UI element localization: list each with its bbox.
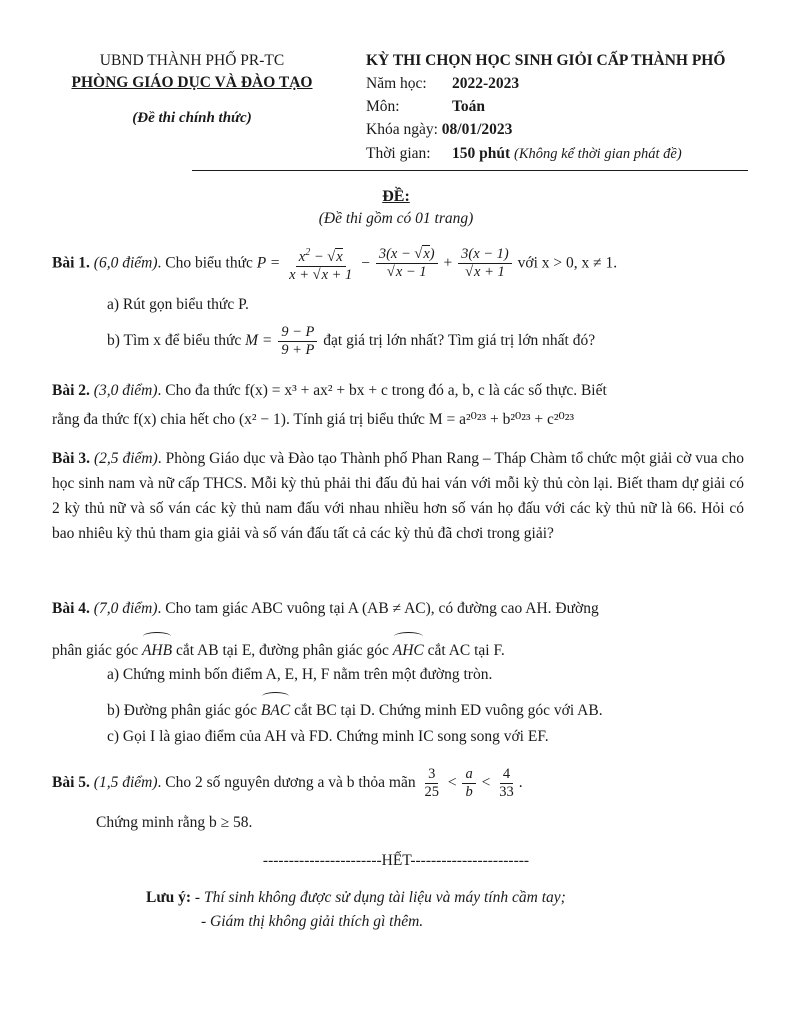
problem-4-part-b-b: cắt BC tại D. Chứng minh ED vuông góc với AB. [294, 702, 603, 719]
problem-4-line-2 [52, 632, 752, 663]
problem-1-part-b-prefix: b) Tìm x để biểu thức [107, 332, 242, 350]
problem-1: Bài 1. (6,0 điểm). Cho biểu thức P = $\frac{x^2 - √x}{x + √x + 1}$ − $\frac{3(x - √x)}{√x - 1}$ + $\frac{3(x - 1)}{√x + 1}$ với x > 0, x ≠ 1. [52, 244, 752, 284]
header-right [366, 50, 766, 166]
fraction-1: $\frac{x^2 - √x}{x + √x + 1}$ [286, 244, 355, 284]
problem-4-part-c: c) Gọi I là giao điểm của AH và FD. Chứng minh IC song song với EF. [107, 728, 549, 745]
problem-1-part-b [107, 324, 595, 359]
footer-note [146, 886, 766, 934]
year-row [366, 72, 766, 96]
fraction-m: $\frac{9 - P}{9 + P}$ [278, 324, 317, 359]
subject-row [366, 96, 766, 118]
formula-p: P = [256, 254, 281, 272]
date-row [366, 118, 766, 142]
problem-3-label: Bài 3. [52, 450, 90, 467]
problem-4-part-a: a) Chứng minh bốn điểm A, E, H, F nằm trên một đường tròn. [107, 666, 493, 683]
fraction-3-25: $\frac{3}{25}$ [424, 766, 439, 800]
formula-m: M = [245, 332, 273, 350]
exam-title: KỲ THI CHỌN HỌC SINH GIỎI CẤP THÀNH PHỐ [366, 52, 726, 69]
problem-4 [52, 596, 752, 621]
time-label: Thời gian: [366, 145, 431, 162]
angle-bac: BAC [261, 692, 290, 723]
problem-3 [52, 446, 744, 546]
header-divider [192, 170, 748, 171]
problem-1-part-b-suffix: đạt giá trị lớn nhất? Tìm giá trị lớn nhất đó? [323, 332, 596, 350]
problem-5-label: Bài 5. [52, 774, 90, 792]
problem-2-label: Bài 2. [52, 382, 90, 399]
authority-name: UBND THÀNH PHỐ PR-TC [99, 52, 285, 69]
title-block [0, 186, 792, 230]
time-value: 150 phút [452, 145, 511, 162]
problem-5-points: (1,5 điểm) [93, 774, 158, 792]
problem-4-part-b-a: b) Đường phân giác góc [107, 702, 258, 719]
fraction-2: $\frac{3(x - √x)}{√x - 1}$ [376, 246, 438, 281]
problem-5: Bài 5. (1,5 điểm). Cho 2 số nguyên dương a và b thỏa mãn $\frac{3}{25}$ < $\frac{a}{b}$ < $\frac{4}{33}$ . [52, 766, 523, 800]
note-line-1 [146, 886, 766, 910]
year-label: Năm học: [366, 75, 427, 92]
note-label: Lưu ý: [146, 889, 192, 906]
problem-4-line-2-a: phân giác góc [52, 642, 139, 659]
fraction-4-33: $\frac{4}{33}$ [499, 766, 514, 800]
problem-1-intro: . Cho biểu thức [157, 254, 253, 272]
time-row [366, 142, 766, 166]
problem-1-condition: với x > 0, x ≠ 1. [517, 254, 618, 272]
time-note: (Không kể thời gian phát đề) [514, 146, 682, 162]
year-value: 2022-2023 [452, 75, 520, 92]
page-count-note: (Đề thi gồm có 01 trang) [318, 210, 474, 227]
subject-value: Toán [452, 98, 486, 115]
exam-status: (Đề thi chính thức) [132, 110, 252, 126]
problem-5-conclusion: Chứng minh rằng b ≥ 58. [96, 814, 253, 831]
problem-2-text-2: rằng đa thức f(x) chia hết cho (x² − 1). Tính giá trị biểu thức M = a²⁰²³ + b²⁰²³ + c²⁰²³ [52, 411, 575, 428]
problem-1-label: Bài 1. [52, 254, 90, 272]
department-name: PHÒNG GIÁO DỤC VÀ ĐÀO TẠO [71, 74, 313, 91]
problem-2-points: (3,0 điểm) [93, 382, 158, 399]
problem-1-part-a: a) Rút gọn biểu thức P. [107, 296, 249, 313]
problem-3-text: . Phòng Giáo dục và Đào tạo Thành phố Phan Rang – Tháp Chàm tổ chức một giải cờ vua cho học sinh nam và nữ cấp THCS. Mỗi kỳ thủ phải thi đấu đủ hai ván với mỗi kỳ thủ còn lại. Biết tham dự giải có 2 kỳ thủ nữ và số ván các kỳ thủ nam đấu với nhau nhiều hơn số ván họ đấu với các kỳ thủ nữ là 66. Hỏi có bao nhiêu kỳ thủ tham gia giải và số ván đấu tất cả các kỳ thủ đã chơi trong giải? [52, 450, 745, 542]
subject-label: Môn: [366, 98, 400, 115]
note-2: - Giám thị không giải thích gì thêm. [201, 913, 424, 930]
header-left [52, 50, 332, 127]
problem-2-line-1 [52, 378, 752, 403]
end-mark: -----------------------HẾT----------------------- [262, 852, 530, 869]
problem-4-label: Bài 4. [52, 600, 90, 617]
problem-1-points: (6,0 điểm) [93, 254, 158, 272]
angle-ahb: AHB [142, 632, 172, 663]
problem-4-intro: . Cho tam giác ABC vuông tại A (AB ≠ AC), có đường cao AH. Đường [157, 600, 599, 617]
angle-ahc: AHC [393, 632, 424, 663]
problem-5-intro: . Cho 2 số nguyên dương a và b thỏa mãn [157, 774, 416, 792]
fraction-3: $\frac{3(x - 1)}{√x + 1}$ [458, 246, 512, 281]
exam-heading: ĐỀ: [382, 188, 410, 205]
problem-4-line-2-b: cắt AB tại E, đường phân giác góc [175, 642, 389, 659]
date-label: Khóa ngày: [366, 121, 438, 138]
problem-3-points: (2,5 điểm) [93, 450, 158, 467]
problem-2-text-1: . Cho đa thức f(x) = x³ + ax² + bx + c trong đó a, b, c là các số thực. Biết [157, 382, 607, 399]
date-value: 08/01/2023 [441, 121, 513, 138]
problem-2 [52, 378, 752, 432]
note-1: - Thí sinh không được sử dụng tài liệu và máy tính cầm tay; [194, 889, 566, 906]
fraction-a-b: $\frac{a}{b}$ [462, 766, 475, 801]
problem-4-points: (7,0 điểm) [93, 600, 158, 617]
problem-4-line-2-c: cắt AC tại F. [427, 642, 505, 659]
problem-4-part-b [107, 692, 603, 723]
